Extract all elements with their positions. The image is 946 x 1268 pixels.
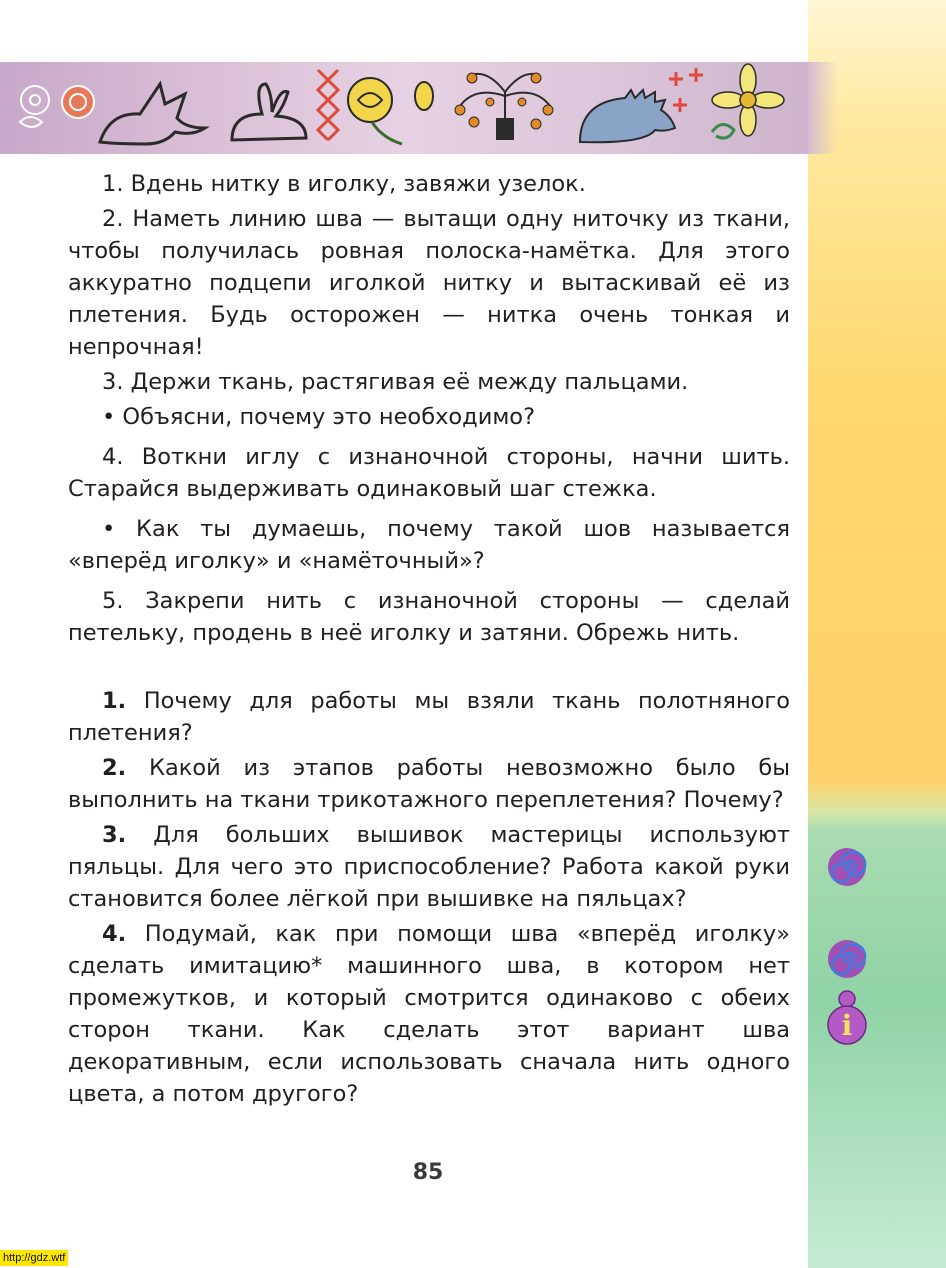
plus-signs-icon	[669, 68, 703, 112]
step-3: 3. Держи ткань, растягивая её между пальцами.	[102, 369, 689, 395]
question-text: Какой из этапов работы невозможно было бы выполнить на ткани трикотажного переплетения? Почему?	[68, 755, 790, 813]
step-4: 4. Воткни иглу с изнаночной стороны, начни шить. Старайся выдерживать одинаковый шаг стежка.	[68, 444, 790, 502]
step-2: 2. Наметь линию шва — вытащи одну ниточку из ткани, чтобы получилась ровная полоска-намётка. Для этого аккуратно подцепи иголкой нитку и вытаскивай её из плетения. Будь осторожен — нитка очень тонкая и непрочная!	[68, 206, 790, 360]
fox-icon	[100, 84, 205, 144]
question-number: 1.	[102, 688, 127, 714]
question-text: Подумай, как при помощи шва «вперёд иголку» сделать имитацию* машинного шва, в котором нет промежутков, и который смотрится одинаково с обеих сторон ткани. Как сделать этот вариант шва декоративным, если использовать сначала нить одного цвета, а потом другого?	[68, 921, 790, 1107]
watermark-link[interactable]: http://gdz.wtf	[0, 1250, 68, 1266]
decorative-banner	[0, 62, 808, 154]
flower-icon	[20, 86, 49, 127]
step-3-question: • Объясни, почему это необходимо?	[102, 404, 536, 430]
side-color-strip	[808, 0, 946, 1268]
step-1: 1. Вдень нитку в иголку, завяжи узелок.	[102, 171, 586, 197]
banner-illustration	[0, 62, 808, 154]
info-marker-icon	[826, 988, 868, 1046]
page-number: 85	[412, 1160, 444, 1185]
question-number: 4.	[102, 921, 127, 947]
step-5: 5. Закрепи нить с изнаночной стороны — сделай петельку, продень в неё иголку и затяни. Обрежь нить.	[68, 588, 790, 646]
sun-icon	[62, 86, 94, 118]
question-1	[68, 685, 790, 749]
main-text	[68, 168, 790, 1110]
daisy-icon	[712, 64, 784, 138]
rose-icon	[348, 78, 433, 144]
berry-tree-icon	[455, 73, 553, 140]
banner-fade	[808, 62, 838, 154]
question-4	[68, 918, 790, 1110]
question-text: Для больших вышивок мастерицы используют пяльцы. Для чего это приспособление? Работа какой руки становится более лёгкой при вышивке на пяльцах?	[68, 822, 790, 912]
spiral-marker-icon	[826, 846, 868, 888]
step-4-question: • Как ты думаешь, почему такой шов называется «вперёд иголку» и «намёточный»?	[68, 516, 790, 574]
question-number: 3.	[102, 822, 127, 848]
ornament-zigzag-icon	[318, 70, 338, 140]
hedgehog-icon	[580, 90, 675, 142]
spiral-marker-icon	[826, 938, 868, 980]
question-text: Почему для работы мы взяли ткань полотняного плетения?	[68, 688, 791, 746]
question-3	[68, 819, 790, 915]
question-number: 2.	[102, 755, 127, 781]
info-letter: i	[841, 1009, 853, 1042]
question-2	[68, 752, 790, 816]
rabbit-icon	[232, 84, 306, 140]
